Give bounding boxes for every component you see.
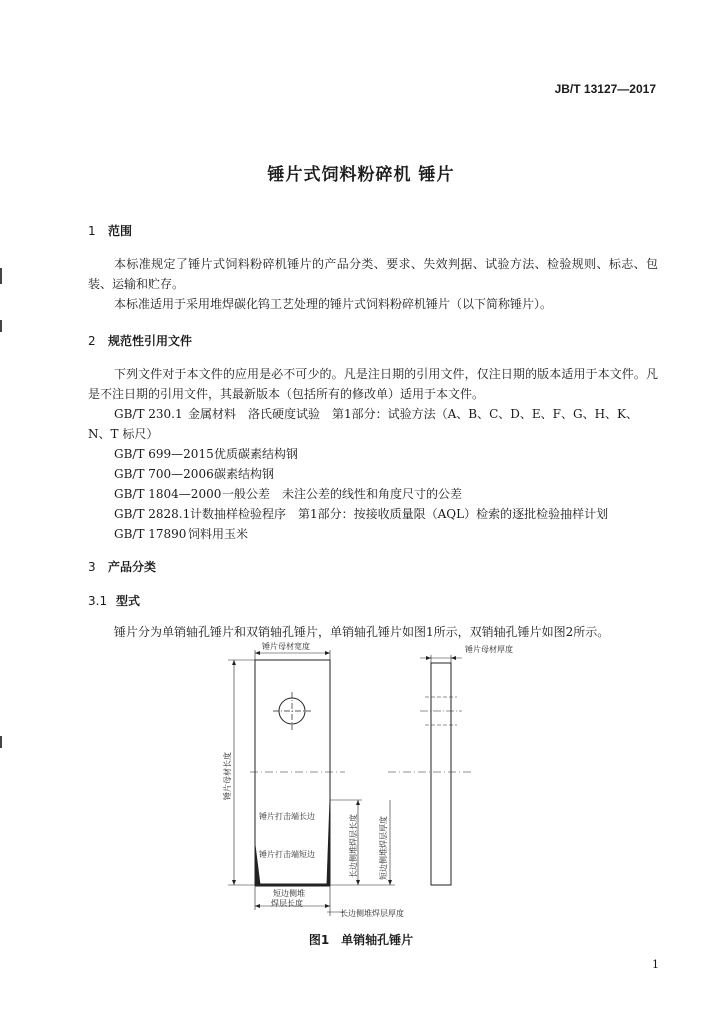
short-side-weld-length-label-2: 焊层长度 bbox=[271, 899, 303, 908]
reference-title: 碳素结构钢 bbox=[214, 467, 275, 481]
long-side-weld-length-label: 长边侧堆焊层长度 bbox=[349, 814, 358, 878]
section-title: 范围 bbox=[108, 224, 133, 238]
section-number: 3 bbox=[88, 560, 96, 574]
reference-title: 一般公差 未注公差的线性和角度尺寸的公差 bbox=[222, 487, 463, 501]
side-view-outline bbox=[431, 663, 451, 885]
section-title: 规范性引用文件 bbox=[108, 334, 193, 348]
short-side-weld-length-label-1: 短边侧堆 bbox=[273, 889, 305, 898]
section-title: 产品分类 bbox=[108, 560, 157, 574]
long-side-weld-layer bbox=[327, 800, 330, 885]
reference-title: 计数抽样检验程序 第1部分：按接收质量限（AQL）检索的逐批检验抽样计划 bbox=[190, 507, 609, 521]
long-side-weld-thickness-label: 长边侧堆焊层厚度 bbox=[340, 909, 404, 918]
short-side-weld-thickness-label: 短边侧堆焊层厚度 bbox=[379, 816, 388, 880]
reference-code: GB/T 2828.1 bbox=[114, 507, 191, 521]
section-number: 1 bbox=[88, 224, 96, 238]
paragraph: 本标准规定了锤片式饲料粉碎机锤片的产品分类、要求、失效判据、试验方法、检验规则、标志、包装、运输和贮存。 bbox=[88, 257, 658, 291]
length-label: 锤片母材长度 bbox=[223, 752, 232, 800]
reference-code: GB/T 700—2006 bbox=[114, 467, 214, 481]
paragraph: 本标准适用于采用堆焊碳化钨工艺处理的锤片式饲料粉碎机锤片（以下简称锤片）。 bbox=[114, 297, 553, 311]
figure-caption: 图1 单销轴孔锤片 bbox=[308, 933, 414, 947]
thickness-label: 锤片母材厚度 bbox=[465, 645, 513, 654]
section-number: 2 bbox=[88, 334, 96, 348]
reference-code: GB/T 230.1 bbox=[114, 407, 183, 421]
reference-code: GB/T 17890 bbox=[114, 527, 187, 541]
reference-title: 优质碳素结构钢 bbox=[214, 447, 299, 461]
document-title: 锤片式饲料粉碎机 锤片 bbox=[267, 165, 455, 185]
long-edge-label: 锤片打击端长边 bbox=[259, 812, 315, 821]
reference-title: 饲料用玉米 bbox=[188, 527, 249, 541]
page-number: 1 bbox=[652, 958, 659, 971]
reference-continuation: N、T 标尺） bbox=[88, 427, 159, 441]
reference-title: 金属材料 洛氏硬度试验 第1部分：试验方法（A、B、C、D、E、F、G、H、K、 bbox=[188, 407, 639, 421]
standard-code: JB/T 13127—2017 bbox=[554, 82, 656, 96]
width-label: 锤片母材宽度 bbox=[262, 642, 310, 651]
paragraph: 锤片分为单销轴孔锤片和双销轴孔锤片，单销轴孔锤片如图1所示，双销轴孔锤片如图2所示。 bbox=[114, 625, 610, 639]
reference-code: GB/T 699—2015 bbox=[114, 447, 214, 461]
reference-code: GB/T 1804—2000 bbox=[114, 487, 222, 501]
short-edge-label: 锤片打击端短边 bbox=[259, 850, 315, 859]
subsection-title: 型式 bbox=[116, 594, 141, 608]
subsection-number: 3.1 bbox=[88, 594, 108, 608]
paragraph: 下列文件对于本文件的应用是必不可少的。凡是注日期的引用文件，仅注日期的版本适用于本文件。凡是不注日期的引用文件，其最新版本（包括所有的修改单）适用于本文件。 bbox=[88, 367, 658, 401]
